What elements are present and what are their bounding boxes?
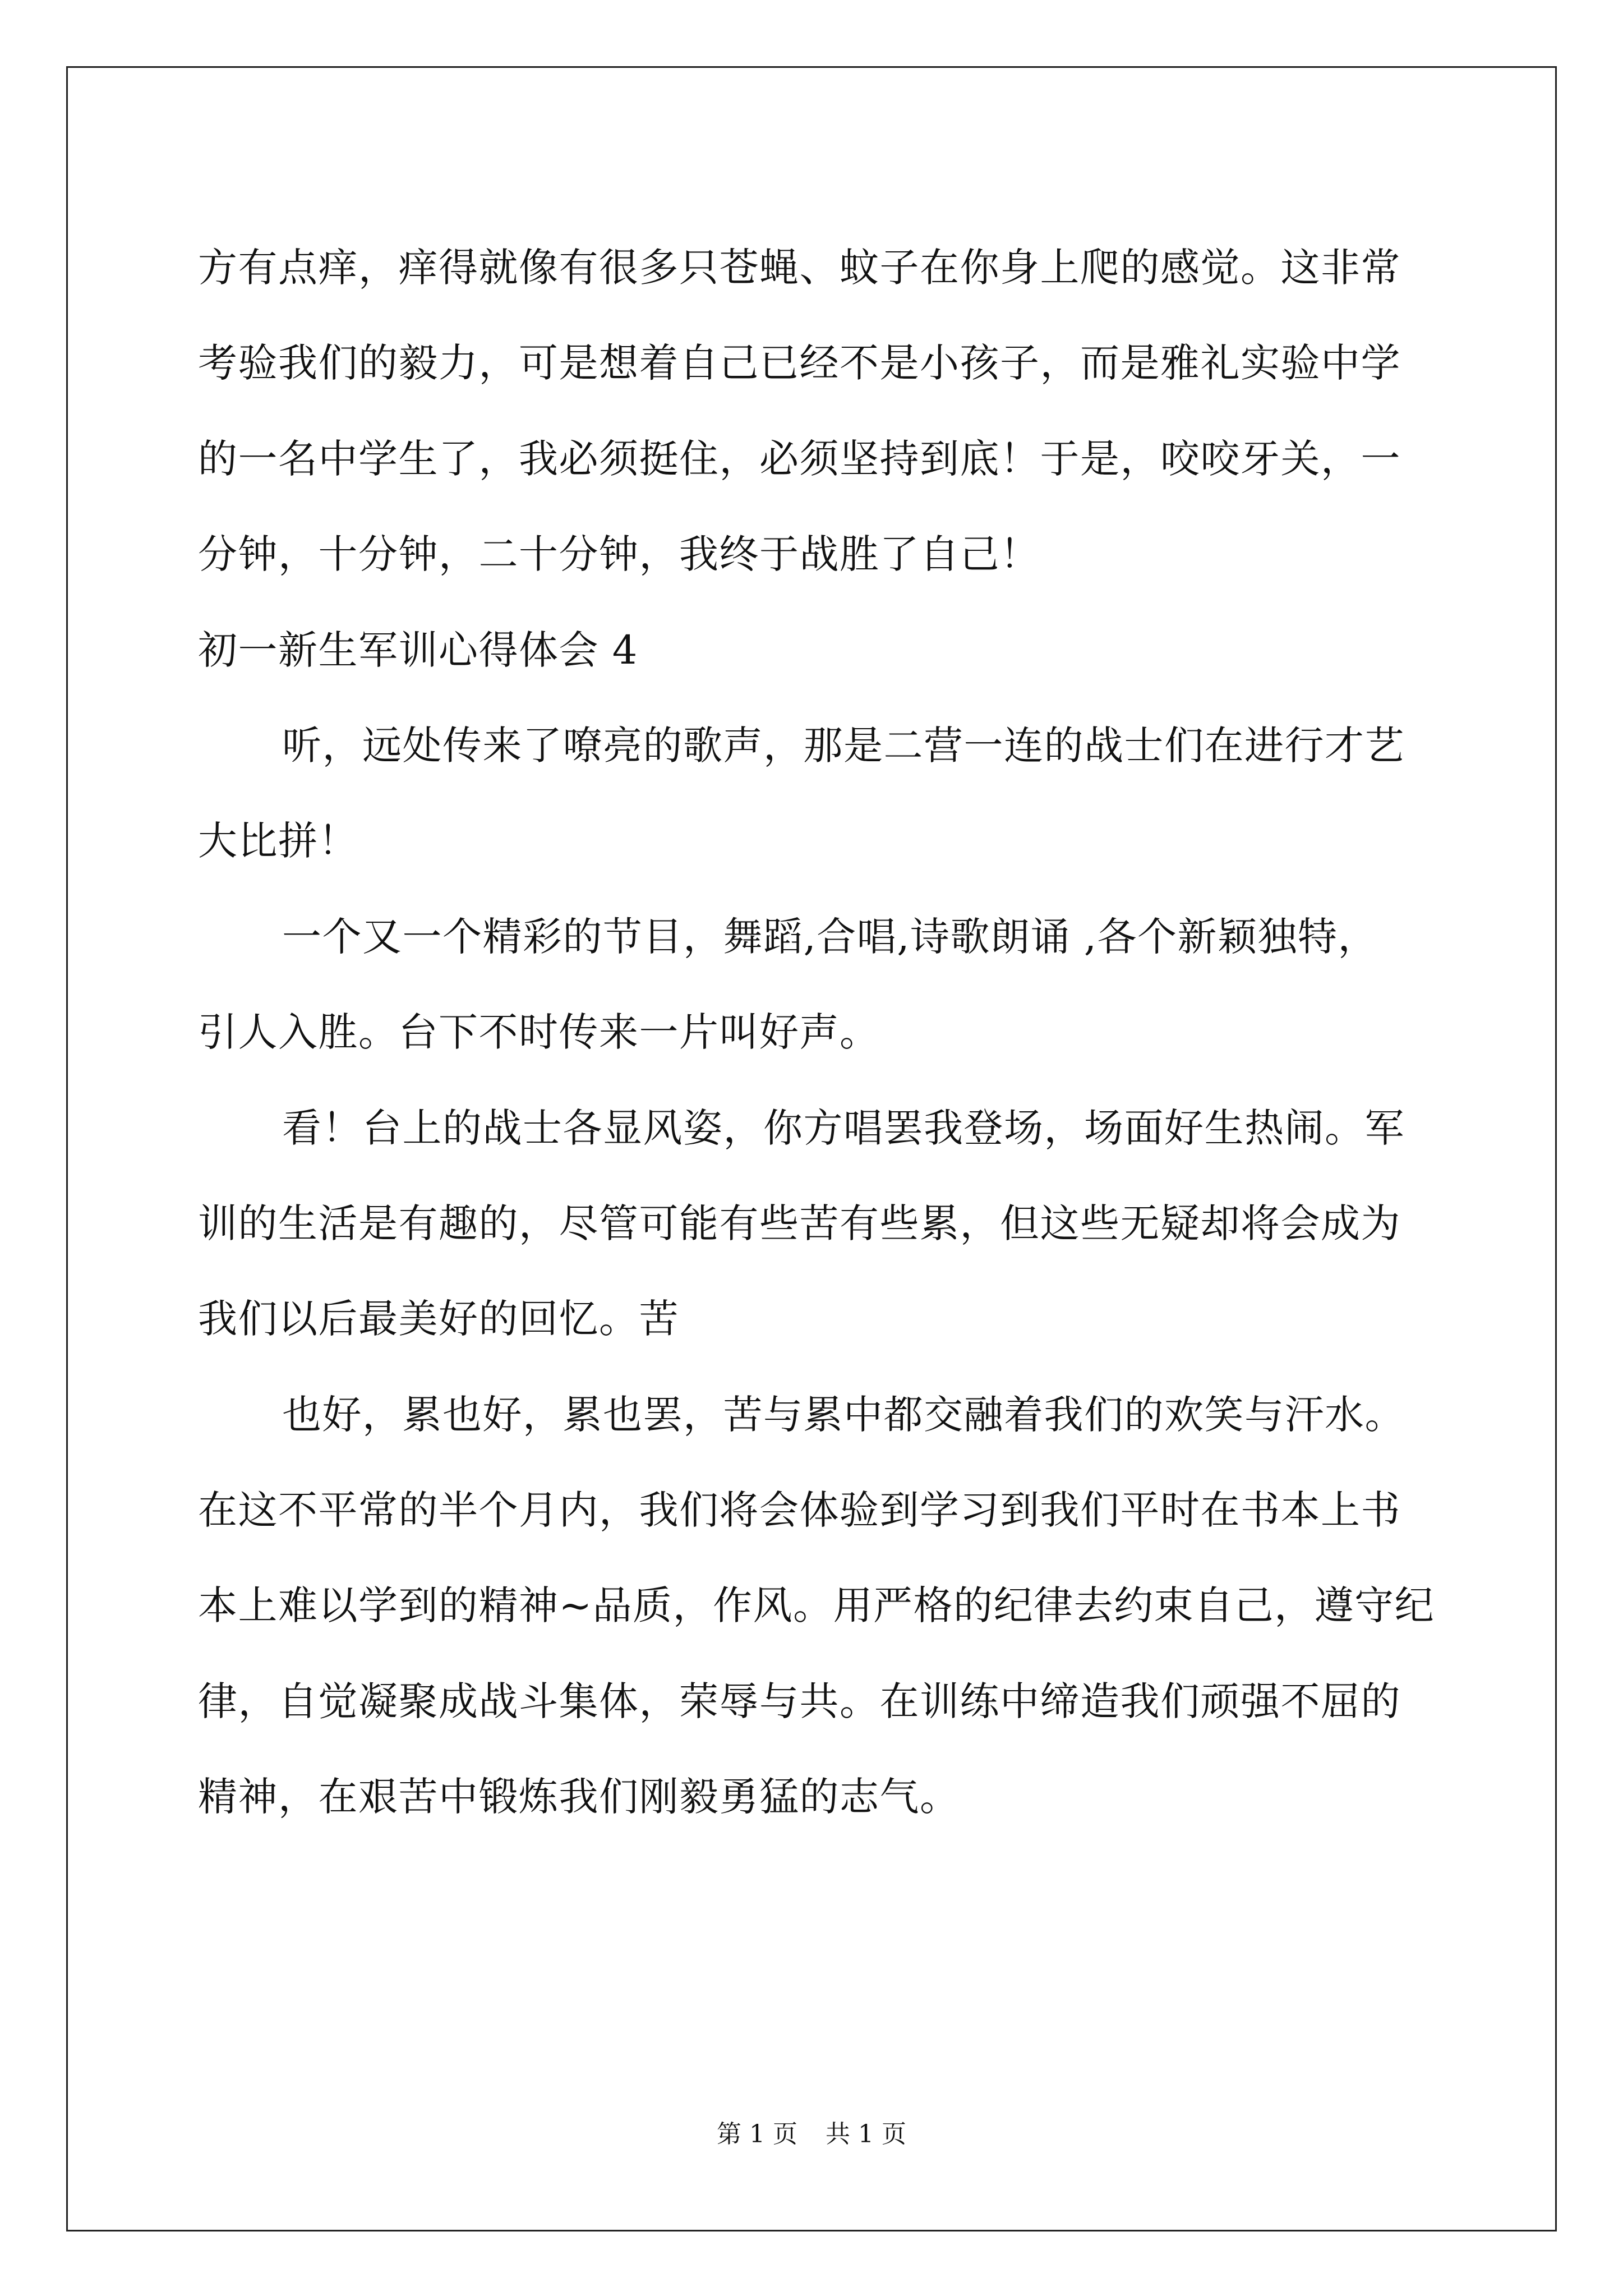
paragraph-line: 本上难以学到的精神~品质，作风。用严格的纪律去约束自己，遵守纪	[198, 1582, 1435, 1629]
paragraph-line: 考验我们的毅力，可是想着自己已经不是小孩子，而是雅礼实验中学	[198, 340, 1401, 386]
paragraph-line: 我们以后最美好的回忆。苦	[198, 1296, 679, 1342]
paragraph-line: 律，自觉凝聚成战斗集体，荣辱与共。在训练中缔造我们顽强不屈的	[198, 1678, 1401, 1724]
paragraph-line: 也好，累也好，累也罢，苦与累中都交融着我们的欢笑与汗水。	[282, 1391, 1405, 1438]
page-number: 第 1 页	[717, 2120, 797, 2148]
paragraph-line: 的一名中学生了，我必须挺住，必须坚持到底！于是，咬咬牙关，一	[198, 435, 1401, 482]
paragraph-line: 分钟，十分钟，二十分钟，我终于战胜了自己！	[198, 531, 1040, 578]
document-body	[198, 220, 1435, 1845]
paragraph-line: 大比拼！	[198, 818, 358, 864]
section-heading: 初一新生军训心得体会 4	[198, 627, 638, 673]
paragraph-line: 方有点痒，痒得就像有很多只苍蝇、蚊子在你身上爬的感觉。这非常	[198, 245, 1401, 291]
paragraph-line: 训的生活是有趣的，尽管可能有些苦有些累，但这些无疑却将会成为	[198, 1200, 1401, 1246]
paragraph-line: 听，远处传来了嘹亮的歌声，那是二营一连的战士们在进行才艺	[282, 722, 1405, 769]
paragraph-line: 精神，在艰苦中锻炼我们刚毅勇猛的志气。	[198, 1774, 960, 1820]
paragraph-line: 引人入胜。台下不时传来一片叫好声。	[198, 1009, 880, 1056]
paragraph-line: 一个又一个精彩的节目，舞蹈,合唱,诗歌朗诵 ,各个新颖独特，	[282, 913, 1378, 960]
page-footer	[0, 2118, 1623, 2151]
page-total: 共 1 页	[826, 2120, 906, 2148]
paragraph-line: 在这不平常的半个月内，我们将会体验到学习到我们平时在书本上书	[198, 1487, 1401, 1534]
paragraph-line: 看！台上的战士各显风姿，你方唱罢我登场，场面好生热闹。军	[282, 1105, 1405, 1151]
